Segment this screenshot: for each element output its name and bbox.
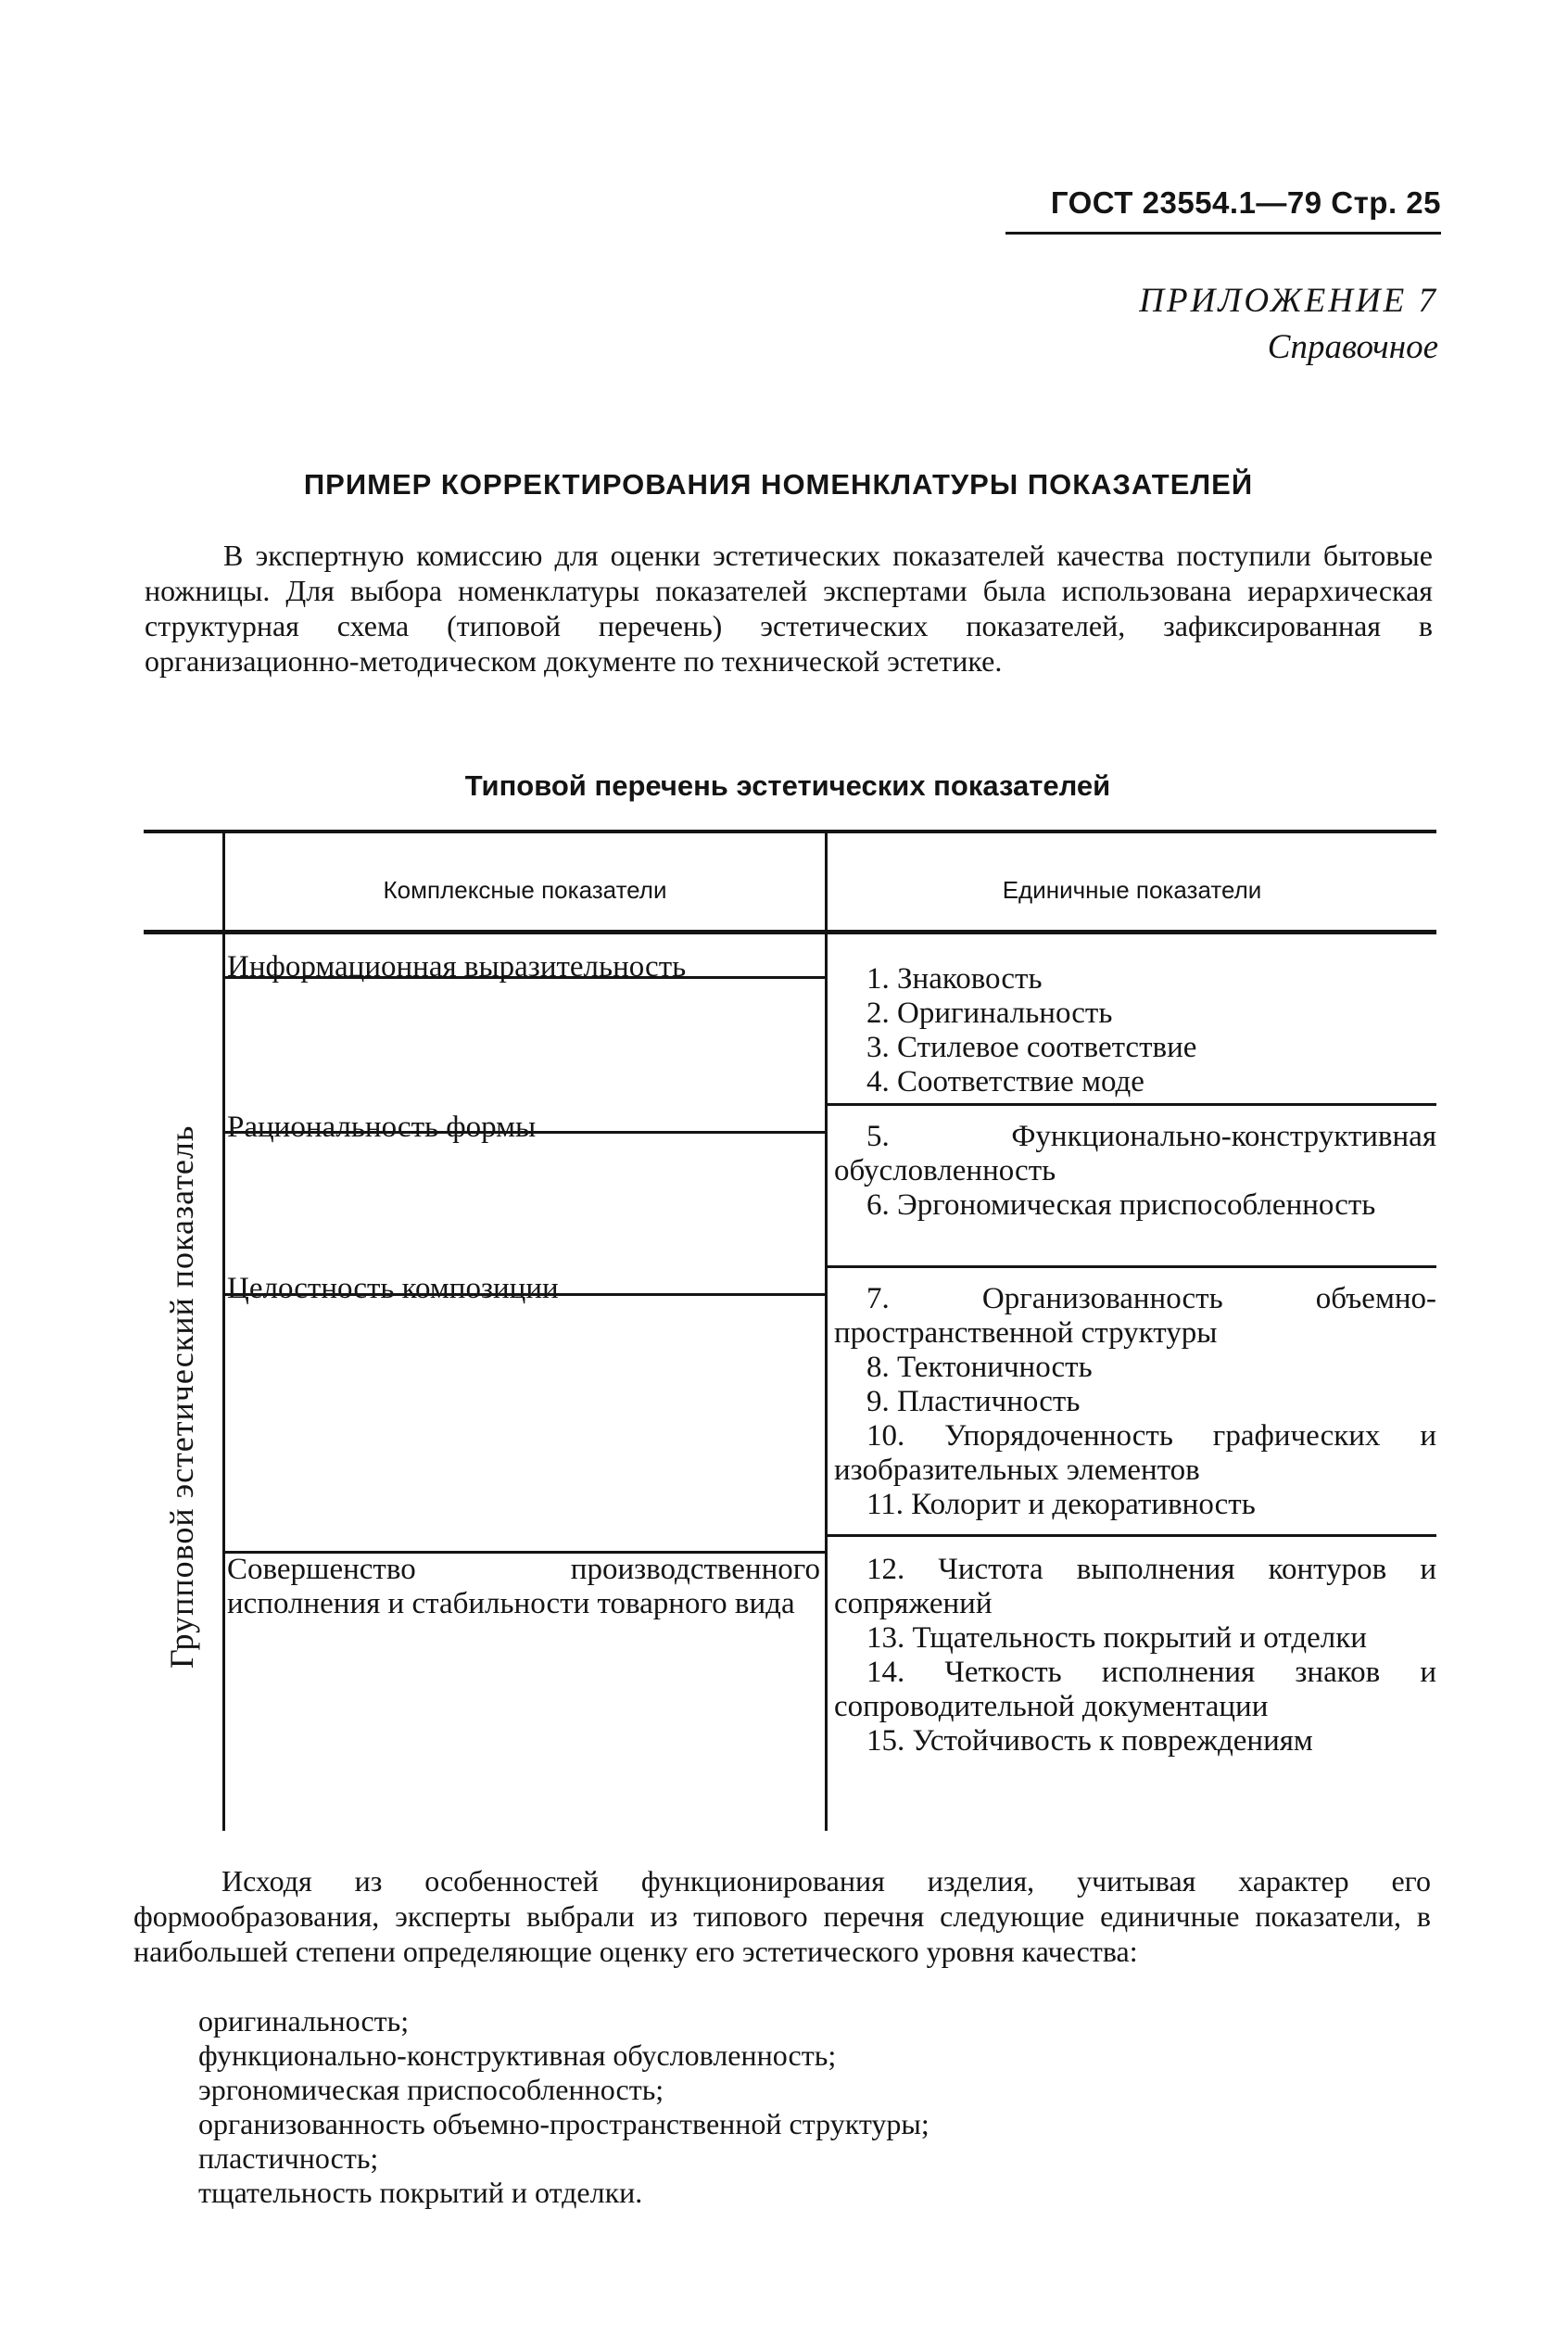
- list-item: функционально-конструктивная обусловленность;: [198, 2038, 837, 2072]
- list-item: оригинальность;: [198, 2004, 410, 2038]
- list-item: пластичность;: [198, 2141, 379, 2175]
- complex-column-divider: [825, 833, 828, 1831]
- unit-item: 1. Знаковость: [866, 962, 1043, 996]
- column-header-unit: Единичные показатели: [1002, 876, 1262, 904]
- column-header-complex: Комплексные показатели: [383, 876, 667, 904]
- closing-paragraph: Исходя из особенностей функционирования изделия, учитывая характер его формообразования, эксперты выбрали из типового перечня следующие единичные показатели, в наибольшей степени определяющие оценку его эстетического уровня качества:: [133, 1864, 1431, 1968]
- list-item: тщательность покрытий и отделки.: [198, 2176, 643, 2209]
- unit-item: 6. Эргономическая приспособленность: [866, 1188, 1376, 1222]
- selected-indicators-list: [198, 2004, 929, 2210]
- group-column-divider: [222, 833, 225, 1831]
- list-item: организованность объемно-пространственной структуры;: [198, 2107, 929, 2140]
- row-separator-unit: [828, 1534, 1436, 1537]
- complex-indicator: Рациональность формы: [227, 1111, 537, 1144]
- unit-item: 14. Четкость исполнения знаков и сопроводительной документации: [834, 1656, 1436, 1723]
- page-title: ПРИМЕР КОРРЕКТИРОВАНИЯ НОМЕНКЛАТУРЫ ПОКАЗАТЕЛЕЙ: [303, 468, 1254, 501]
- unit-item: 13. Тщательность покрытий и отделки: [866, 1621, 1367, 1655]
- unit-indicators: [834, 962, 1436, 1099]
- intro-paragraph: В экспертную комиссию для оценки эстетических показателей качества поступили бытовые ножницы. Для выбора номенклатуры показателей экспертами была использована иерархическая структурная схема (типовой перечень) эстетических показателей, зафиксированная в организационно-методическом документе по технической эстетике.: [145, 539, 1433, 678]
- unit-item: 9. Пластичность: [866, 1385, 1081, 1418]
- row-separator-unit: [828, 1265, 1436, 1268]
- unit-item: 15. Устойчивость к повреждениям: [866, 1724, 1313, 1758]
- unit-indicators: [834, 1120, 1436, 1223]
- table-title: Типовой перечень эстетических показателей: [464, 769, 1111, 802]
- unit-indicators: [834, 1553, 1436, 1758]
- list-item: эргономическая приспособленность;: [198, 2073, 664, 2106]
- table-top-rule: [144, 830, 1436, 833]
- unit-item: 10. Упорядоченность графических и изобразительных элементов: [834, 1419, 1436, 1487]
- complex-indicator: Совершенство производственного исполнения и стабильности товарного вида: [227, 1553, 820, 1620]
- complex-indicator: Информационная выразительность: [227, 950, 687, 984]
- unit-item: 12. Чистота выполнения контуров и сопряжений: [834, 1553, 1436, 1620]
- table-header-rule: [144, 930, 1436, 934]
- unit-item: 5. Функционально-конструктивная обусловленность: [834, 1120, 1436, 1187]
- appendix-type: Справочное: [1267, 328, 1438, 366]
- unit-indicators: [834, 1282, 1436, 1522]
- unit-item: 11. Колорит и декоративность: [866, 1488, 1256, 1521]
- appendix-label-block: [1139, 278, 1438, 371]
- unit-item: 8. Тектоничность: [866, 1351, 1093, 1384]
- complex-indicator: Целостность композиции: [227, 1272, 559, 1305]
- unit-item: 3. Стилевое соответствие: [866, 1031, 1197, 1064]
- group-label-text: Групповой эстетический показатель: [163, 1124, 200, 1669]
- unit-item: 7. Организованность объемно-пространственной структуры: [834, 1282, 1436, 1350]
- indicators-table: [144, 830, 1436, 1831]
- appendix-number: ПРИЛОЖЕНИЕ 7: [1139, 282, 1438, 320]
- unit-item: 2. Оригинальность: [866, 997, 1113, 1030]
- row-separator-unit: [828, 1103, 1436, 1106]
- page-header: ГОСТ 23554.1—79 Стр. 25: [1005, 185, 1441, 235]
- unit-item: 4. Соответствие моде: [866, 1065, 1144, 1098]
